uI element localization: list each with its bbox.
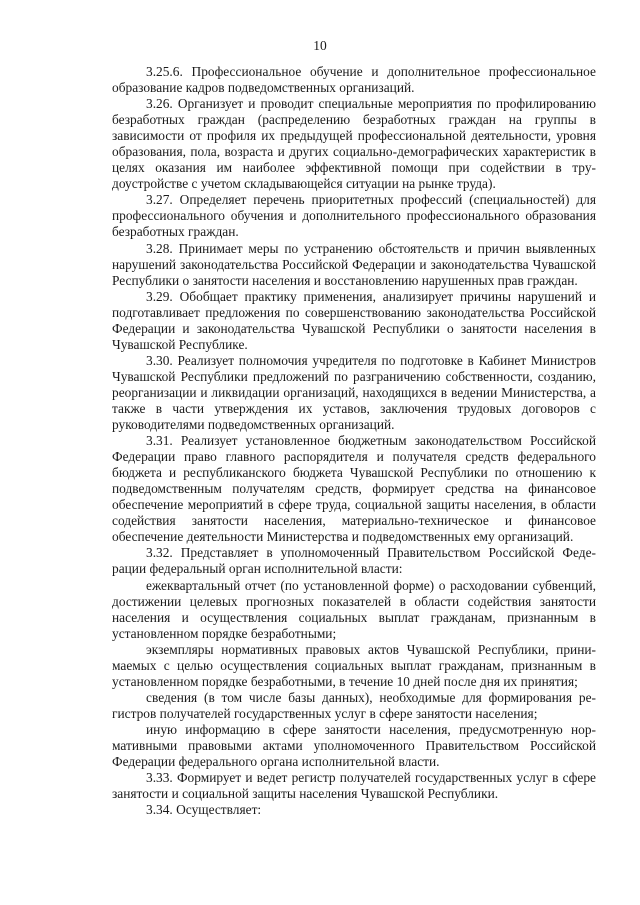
paragraph-3-27: 3.27. Определяет перечень приоритетных профессий (специальностей) для профессионального обучения и дополнительного профессионального образования безработных граждан. [112,192,596,240]
paragraph-3-28: 3.28. Принимает меры по устранению обстоятельств и причин выявленных нарушений законодательства Российской Федерации и законодательства Чувашской Республики о занятости населения и восстановлению нарушенных прав граждан. [112,240,596,288]
paragraph-3-32: 3.32. Представляет в уполномоченный Правительством Российской Федерации федеральный орган исполнительной власти: [112,545,596,577]
paragraph-3-30: 3.30. Реализует полномочия учредителя по подготовке в Кабинет Министров Чувашской Республики предложений по разграничению собственности, созданию, реорганизации и ликвидации организаций, находящихся в ведении Министерства, а также в части утверждения их уставов, заключения трудовых договоров с руководителями подведомственных организаций. [112,352,596,433]
paragraph-3-25-6: 3.25.6. Профессиональное обучение и дополнительное профессиональное образование кадров подведомственных организаций. [112,64,596,96]
paragraph-3-32-item-legal-acts: экземпляры нормативных правовых актов Чувашской Республики, принимаемых с целью осуществления социальных выплат гражданам, признанным в установленном порядке безработными, в течение 10 дней после дня их принятия; [112,641,596,689]
paragraph-3-32-item-other-info: иную информацию в сфере занятости населения, предусмотренную нормативными правовыми актами уполномоченного Правительством Российской Федерации федерального органа исполнительной власти. [112,721,596,770]
paragraph-3-26: 3.26. Организует и проводит специальные мероприятия по профилированию безработных граждан (распределению безработных граждан на группы в зависимости от профиля их предыдущей профессиональной деятельности, уровня образования, пола, возраста и других социально-демографических характеристик в целях оказания им наиболее эффективной помощи при содействии в трудоустройстве с учетом складывающейся ситуации на рынке труда). [112,96,596,192]
paragraph-3-31: 3.31. Реализует установленное бюджетным законодательством Российской Федерации право главного распорядителя и получателя средств федерального бюджета и республиканского бюджета Чувашской Республики по отношению к подведомственным получателям средств, формирует средства на финансовое обеспечение мероприятий в сфере труда, социальной защиты населения, в области содействия занятости населения, материально-техническое и финансовое обеспечение деятельности Министерства и подведомственных ему организаций. [112,433,596,545]
paragraph-3-34: 3.34. Осуществляет: [146,802,262,818]
paragraph-3-32-item-quarterly-report: ежеквартальный отчет (по установленной форме) о расходовании субвенций, достижении целевых прогнозных показателей в области содействия занятости населения и осуществления социальных выплат гражданам, признанным в установленном порядке безработными; [112,577,596,641]
paragraph-3-33: 3.33. Формирует и ведет регистр получателей государственных услуг в сфере занятости и социальной защиты населения Чувашской Республики. [112,770,596,802]
paragraph-3-32-item-databases: сведения (в том числе базы данных), необходимые для формирования регистров получателей государственных услуг в сфере занятости населения; [112,689,596,721]
document-body [112,64,596,818]
paragraph-3-29: 3.29. Обобщает практику применения, анализирует причины нарушений и подготавливает предложения по совершенствованию законодательства Российской Федерации и законодательства Чувашской Республики о занятости населения в Чувашской Республике. [112,288,596,352]
page-number: 10 [313,38,327,53]
